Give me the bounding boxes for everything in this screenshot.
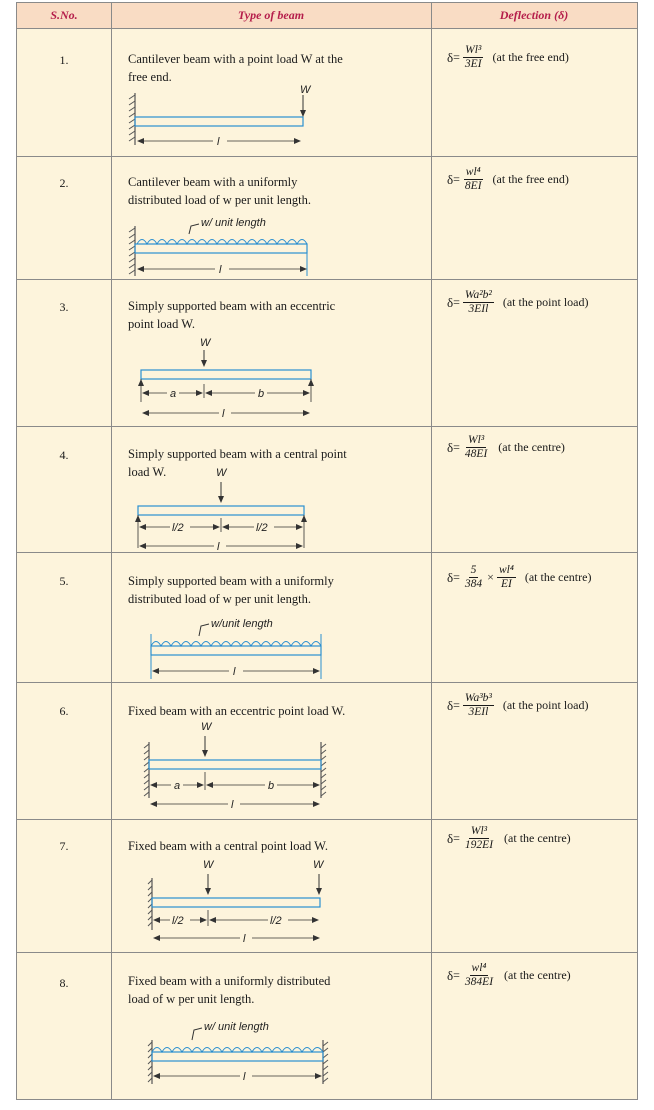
cantilever-point-load-diagram: [129, 83, 329, 153]
half-span-label: l/2: [256, 522, 268, 534]
desc-line: point load W.: [128, 317, 196, 331]
span-label: l: [243, 1071, 246, 1083]
load-label: W: [201, 721, 212, 733]
desc-line: Fixed beam with a uniformly distributed: [128, 974, 331, 988]
formula-note: (at the free end): [492, 172, 569, 186]
fraction: [463, 166, 484, 193]
numerator: Wl³: [465, 44, 482, 56]
load-label: W: [200, 337, 211, 349]
segment-a-label: a: [170, 388, 177, 400]
load-label: W: [203, 859, 214, 871]
formula-note: (at the point load): [502, 295, 589, 309]
deflection-formula: [447, 962, 571, 989]
deflection-table: [16, 2, 638, 1100]
delta-symbol: δ: [447, 697, 454, 713]
numerator: Wl³: [467, 434, 485, 446]
fraction: [463, 692, 494, 719]
span-label: l: [243, 933, 246, 945]
half-span-label: l/2: [270, 915, 282, 927]
denominator: 192EI: [464, 839, 494, 851]
fixed-beam-central-load-diagram: [148, 856, 340, 948]
numerator: 5: [470, 564, 477, 576]
numerator: Wa³b³: [464, 692, 492, 704]
coefficient-fraction: [463, 564, 484, 591]
segment-b-label: b: [268, 780, 275, 792]
denominator: 3EIl: [468, 303, 489, 315]
beam-description: [128, 972, 418, 1008]
fixed-beam-eccentric-load-diagram: [144, 718, 334, 810]
delta-symbol: δ: [447, 967, 454, 983]
deflection-formula: [447, 44, 569, 71]
desc-line: Fixed beam with a central point load W.: [128, 839, 328, 853]
table-row: [17, 279, 637, 426]
row-number: 8.: [59, 976, 69, 990]
fixed-beam-udl-diagram: [148, 1018, 340, 1088]
load-label: W: [313, 859, 324, 871]
fraction: [463, 289, 494, 316]
numerator: Wl³: [470, 825, 488, 837]
desc-line: Simply supported beam with a uniformly: [128, 574, 334, 588]
desc-line: Cantilever beam with a point load W at the: [128, 52, 343, 66]
load-label: W: [216, 467, 227, 479]
formula-note: (at the free end): [492, 50, 569, 64]
span-label: l: [217, 541, 220, 553]
desc-line: load W.: [128, 465, 167, 479]
desc-line: distributed load of w per unit length.: [128, 193, 311, 207]
denominator: 3EIl: [468, 706, 489, 718]
numerator: wl⁴: [498, 564, 514, 576]
deflection-formula: [447, 434, 565, 461]
deflection-formula: [447, 692, 588, 719]
formula-note: (at the centre): [504, 831, 571, 845]
fraction: [497, 564, 516, 591]
simply-supported-udl-diagram: [147, 614, 347, 682]
fraction: [463, 825, 495, 852]
header-type: Type of beam: [237, 8, 305, 22]
delta-symbol: δ: [447, 294, 454, 310]
span-label: l: [217, 136, 220, 148]
segment-b-label: b: [258, 388, 265, 400]
span-label: l: [233, 666, 236, 678]
desc-line: load of w per unit length.: [128, 992, 255, 1006]
equals-sign: =: [453, 440, 460, 454]
formula-note: (at the centre): [504, 968, 571, 982]
span-label: l: [222, 408, 225, 420]
table-row: [17, 552, 637, 682]
desc-line: Simply supported beam with a central point: [128, 447, 347, 461]
deflection-formula: [447, 564, 591, 591]
delta-symbol: δ: [447, 171, 454, 187]
row-number: 3.: [59, 300, 69, 314]
formula-note: (at the centre): [524, 570, 592, 584]
beam-description: [128, 572, 418, 608]
delta-symbol: δ: [447, 439, 454, 455]
desc-line: free end.: [128, 70, 172, 84]
denominator: 8EI: [464, 180, 482, 192]
numerator: wl⁴: [471, 962, 487, 974]
equals-sign: =: [453, 698, 460, 712]
deflection-formula: [447, 166, 569, 193]
desc-line: Fixed beam with an eccentric point load W.: [128, 704, 346, 718]
numerator: wl⁴: [465, 166, 481, 178]
denominator: 384: [464, 578, 483, 590]
table-row: [17, 682, 637, 819]
equals-sign: =: [453, 570, 460, 584]
desc-line: distributed load of w per unit length.: [128, 592, 311, 606]
half-span-label: l/2: [172, 915, 184, 927]
fraction: [463, 44, 484, 71]
deflection-formula: [447, 825, 571, 852]
header-deflection: Deflection (δ): [499, 8, 569, 22]
row-number: 6.: [59, 704, 69, 718]
denominator: 3EI: [464, 58, 482, 70]
equals-sign: =: [453, 295, 460, 309]
equals-sign: =: [453, 831, 460, 845]
beam-description: [128, 50, 418, 86]
desc-line: Simply supported beam with an eccentric: [128, 299, 336, 313]
delta-symbol: δ: [447, 830, 454, 846]
fraction: [463, 434, 489, 461]
simply-supported-eccentric-load-diagram: [137, 334, 337, 424]
beam-description: [128, 297, 418, 333]
udl-label: w/unit length: [211, 618, 273, 630]
udl-label: w/ unit length: [201, 217, 266, 229]
udl-label: w/ unit length: [204, 1021, 269, 1033]
delta-symbol: δ: [447, 569, 454, 585]
table-header: [17, 3, 637, 29]
table-row: [17, 819, 637, 952]
cantilever-udl-diagram: [129, 214, 329, 279]
delta-symbol: δ: [447, 49, 454, 65]
equals-sign: =: [453, 50, 460, 64]
span-label: l: [219, 264, 222, 276]
times-sign: ×: [487, 570, 494, 584]
row-number: 7.: [59, 839, 69, 853]
table-row: [17, 28, 637, 156]
table-row: [17, 426, 637, 552]
header-sno: S.No.: [50, 8, 78, 22]
equals-sign: =: [453, 172, 460, 186]
row-number: 5.: [59, 574, 69, 588]
beam-description: [128, 173, 418, 209]
formula-note: (at the point load): [502, 698, 589, 712]
desc-line: Cantilever beam with a uniformly: [128, 175, 298, 189]
formula-note: (at the centre): [498, 440, 565, 454]
segment-a-label: a: [174, 780, 181, 792]
half-span-label: l/2: [172, 522, 184, 534]
load-label: W: [300, 84, 311, 96]
table-row: [17, 156, 637, 279]
denominator: EI: [500, 578, 512, 590]
denominator: 48EI: [464, 448, 488, 460]
span-label: l: [231, 799, 234, 811]
fraction: [463, 962, 495, 989]
row-number: 1.: [59, 53, 69, 67]
table-row: [17, 952, 637, 1100]
denominator: 384EI: [464, 976, 494, 988]
row-number: 2.: [59, 176, 69, 190]
numerator: Wa²b²: [464, 289, 492, 301]
deflection-formula: [447, 289, 588, 316]
beam-description: [128, 837, 418, 855]
row-number: 4.: [59, 448, 69, 462]
simply-supported-central-load-diagram: [134, 466, 334, 551]
equals-sign: =: [453, 968, 460, 982]
